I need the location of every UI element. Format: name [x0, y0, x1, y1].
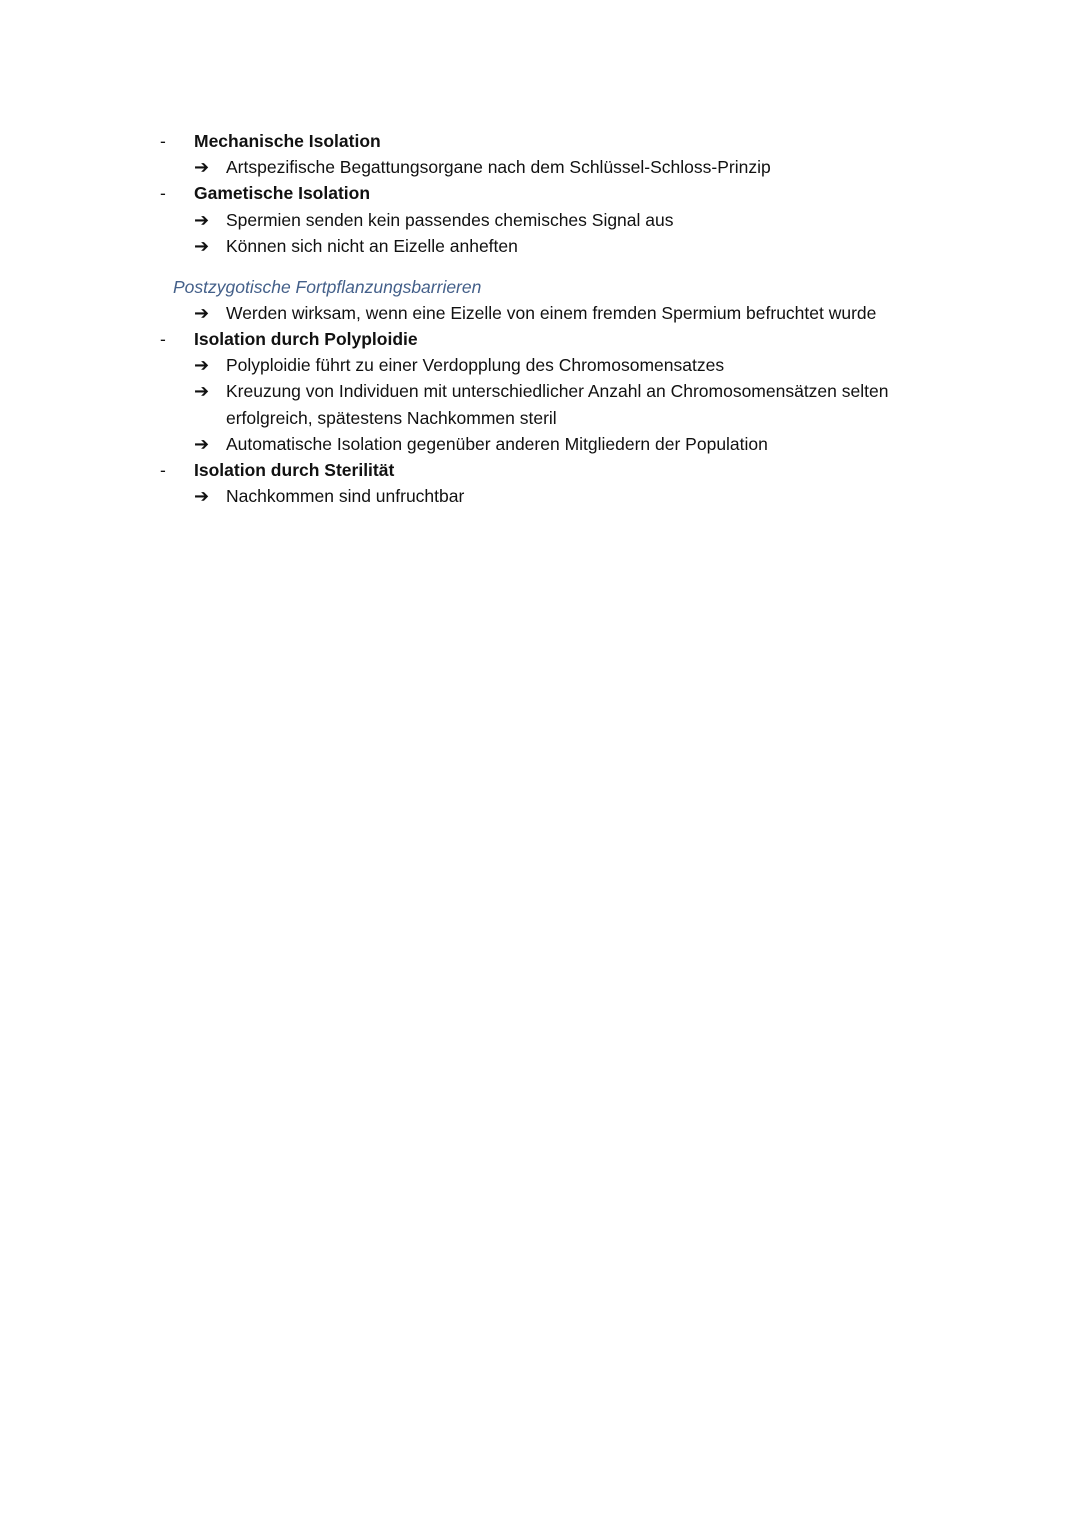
list-item-continuation: erfolgreich, spätestens Nachkommen steril: [226, 408, 557, 428]
list-item-text: Können sich nicht an Eizelle anheften: [226, 236, 518, 256]
arrow-right-icon: ➔: [194, 236, 210, 256]
list-item-text: Automatische Isolation gegenüber anderen Mitgliedern der Population: [226, 434, 768, 454]
arrow-right-icon: ➔: [194, 381, 210, 401]
bullet-dash: -: [160, 183, 166, 203]
list-item: [194, 431, 768, 457]
arrow-right-icon: ➔: [194, 355, 210, 375]
bullet-dash: -: [160, 329, 166, 349]
arrow-right-icon: ➔: [194, 157, 210, 177]
list-item: [194, 300, 876, 326]
heading-mechanische-isolation: Mechanische Isolation: [194, 131, 381, 151]
arrow-right-icon: ➔: [194, 486, 210, 506]
heading-gametische-isolation: Gametische Isolation: [194, 183, 371, 203]
list-item: [194, 352, 724, 378]
list-item-text: Nachkommen sind unfruchtbar: [226, 486, 465, 506]
list-item-text: Kreuzung von Individuen mit unterschiedlicher Anzahl an Chromosomensätzen selten: [226, 381, 889, 401]
arrow-right-icon: ➔: [194, 434, 210, 454]
list-item-text: Werden wirksam, wenn eine Eizelle von einem fremden Spermium befruchtet wurde: [226, 303, 877, 323]
heading-isolation-polyploidie: Isolation durch Polyploidie: [194, 329, 418, 349]
arrow-right-icon: ➔: [194, 303, 210, 323]
arrow-right-icon: ➔: [194, 210, 210, 230]
bullet-dash: -: [160, 460, 166, 480]
list-item: [194, 154, 771, 180]
list-item-text: Spermien senden kein passendes chemisches Signal aus: [226, 210, 674, 230]
list-item-text: Artspezifische Begattungsorgane nach dem Schlüssel-Schloss-Prinzip: [226, 157, 771, 177]
bullet-dash: -: [160, 131, 166, 151]
heading-isolation-sterilitaet: Isolation durch Sterilität: [194, 460, 395, 480]
section-title-postzygotisch: Postzygotische Fortpflanzungsbarrieren: [173, 277, 482, 297]
list-item: [194, 207, 674, 233]
list-item: [194, 378, 888, 404]
list-item-text: Polyploidie führt zu einer Verdopplung des Chromosomensatzes: [226, 355, 725, 375]
list-item: [194, 233, 518, 259]
list-item: [194, 483, 464, 509]
